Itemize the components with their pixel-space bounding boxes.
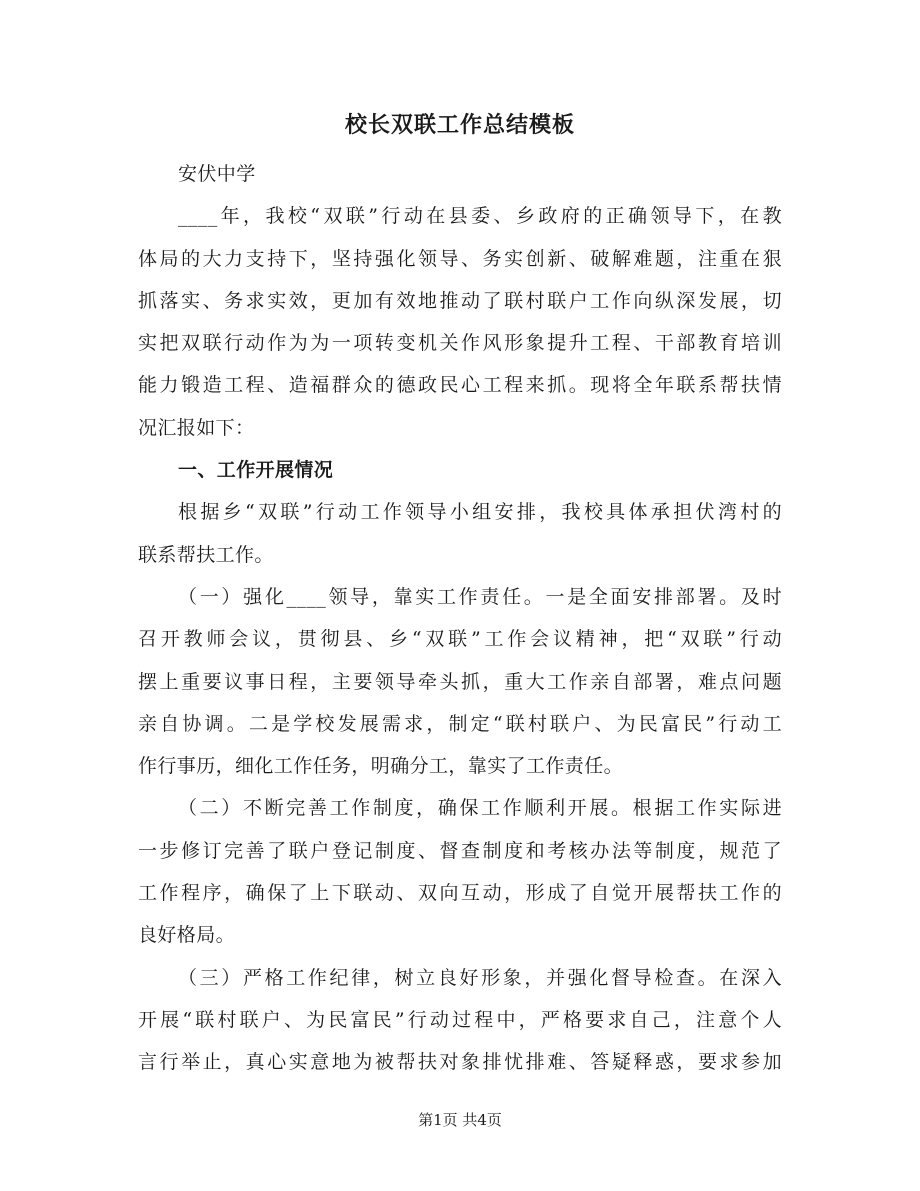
paragraph-line: 抓落实、务求实效，更加有效地推动了联村联户工作向纵深发展，切 (138, 289, 782, 312)
section-heading: 一、工作开展情况 (178, 459, 334, 482)
paragraph-line: 开展“联村联户、为民富民”行动过程中，严格要求自己，注意个人 (138, 1008, 782, 1031)
document-title: 校长双联工作总结模板 (344, 112, 575, 138)
paragraph-line: ____年，我校“双联”行动在县委、乡政府的正确领导下，在教 (178, 205, 782, 228)
paragraph-line: 一步修订完善了联户登记制度、督查制度和考核办法等制度，规范了 (138, 839, 782, 862)
paragraph-line: 况汇报如下： (138, 416, 255, 439)
paragraph-line: 实把双联行动作为为一项转变机关作风形象提升工程、干部教育培训 (138, 332, 782, 355)
paragraph-line: 亲自协调。二是学校发展需求，制定“联村联户、为民富民”行动工 (138, 712, 782, 735)
paragraph-line: 根据乡“双联”行动工作领导小组安排，我校具体承担伏湾村的 (178, 501, 782, 524)
paragraph-line: 体局的大力支持下，坚持强化领导、务实创新、破解难题，注重在狠 (138, 247, 782, 270)
document-body (138, 153, 782, 1084)
paragraph-line: 工作程序，确保了上下联动、双向互动，形成了自觉开展帮扶工作的 (138, 882, 782, 905)
paragraph-line: （二）不断完善工作制度，确保工作顺利开展。根据工作实际进 (178, 797, 782, 820)
paragraph-line: （一）强化____领导，靠实工作责任。一是全面安排部署。及时 (178, 585, 782, 608)
page-number: 第1页 共4页 (418, 1111, 502, 1129)
paragraph-line: （三）严格工作纪律，树立良好形象，并强化督导检查。在深入 (178, 966, 782, 989)
paragraph-line: 作行事历，细化工作任务，明确分工，靠实了工作责任。 (138, 755, 624, 778)
paragraph-line: 良好格局。 (138, 924, 236, 947)
paragraph-line: 能力锻造工程、造福群众的德政民心工程来抓。现将全年联系帮扶情 (138, 374, 782, 397)
author-line: 安伏中学 (178, 163, 256, 185)
paragraph-line: 联系帮扶工作。 (138, 543, 274, 566)
paragraph-line: 召开教师会议，贯彻县、乡“双联”工作会议精神，把“双联”行动 (138, 628, 782, 651)
paragraph-line: 言行举止，真心实意地为被帮扶对象排忧排难、答疑释惑，要求参加 (138, 1051, 782, 1074)
paragraph-line: 摆上重要议事日程，主要领导牵头抓，重大工作亲自部署，难点问题 (138, 670, 782, 693)
